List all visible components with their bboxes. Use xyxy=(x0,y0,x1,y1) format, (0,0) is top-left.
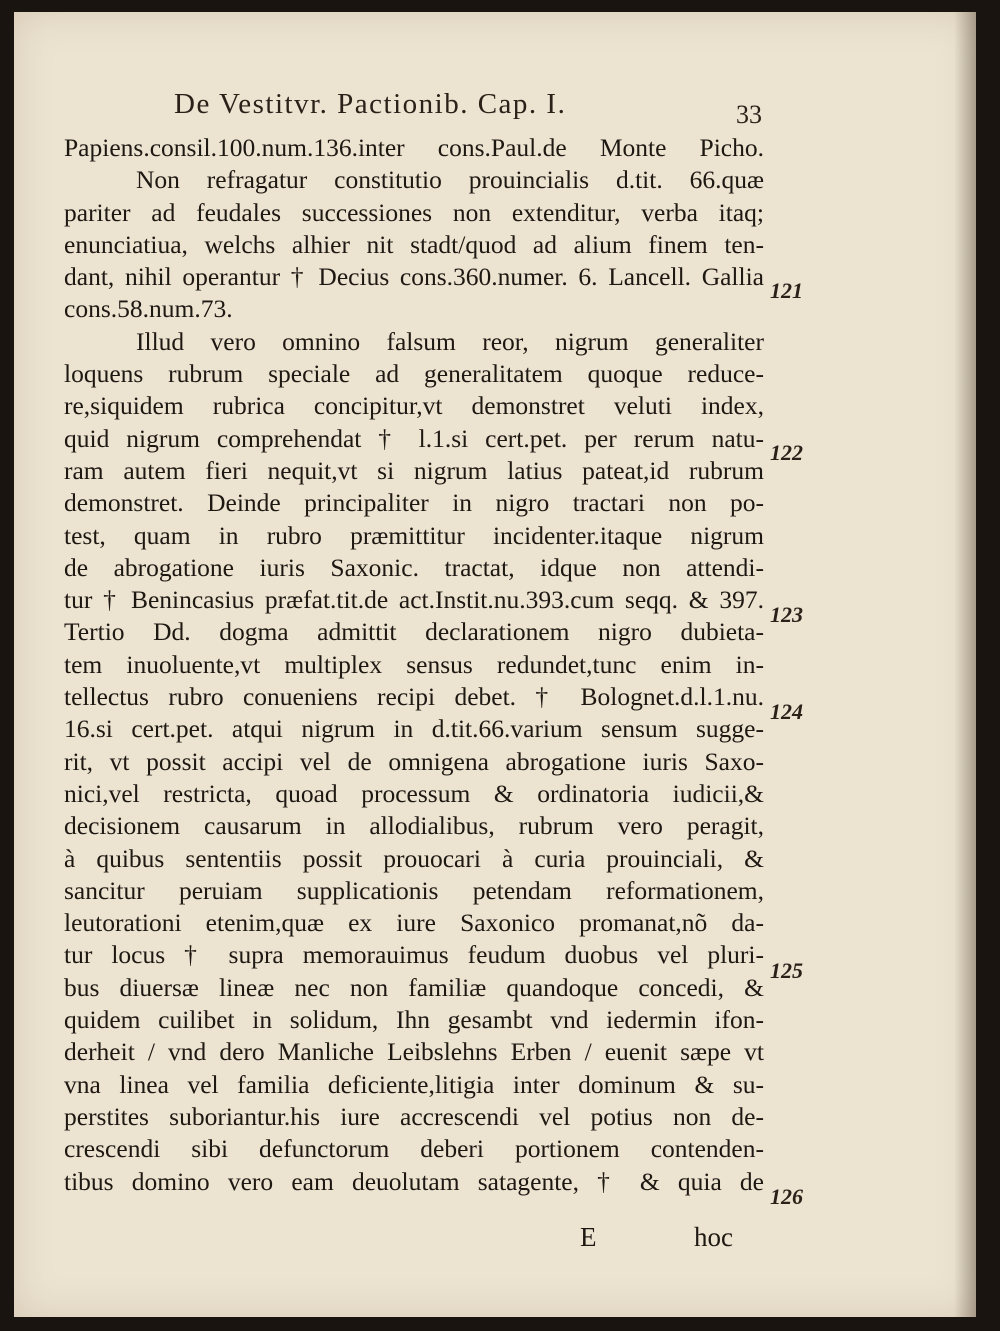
text-line: ram autem fieri nequit,vt si nigrum latius pateat,id rubrum xyxy=(64,455,764,485)
text-line: quid nigrum comprehendat † l.1.si cert.pet. per rerum natu- xyxy=(64,423,764,453)
text-line: enunciatiua, welchs alhier nit stadt/quod ad alium finem ten- xyxy=(64,229,764,259)
text-line: tellectus rubro conueniens recipi debet. † Bolognet.d.l.1.nu. xyxy=(64,682,764,712)
text-line: de abrogatione iuris Saxonic. tractat, idque non attendi- xyxy=(64,552,764,582)
text-line: quidem cuilibet in solidum, Ihn gesambt vnd iedermin ifon- xyxy=(64,1005,764,1035)
text-line: tur locus † supra memorauimus feudum duobus vel pluri- xyxy=(64,940,764,970)
body-text xyxy=(64,132,764,1198)
text-line: demonstret. Deinde principaliter in nigro tractari non po- xyxy=(64,488,764,518)
margin-number: 122 xyxy=(770,440,803,465)
text-line: crescendi sibi defunctorum deberi portionem contenden- xyxy=(64,1134,764,1164)
running-head: De Vestitvr. Pactionib. Cap. I. xyxy=(174,88,567,120)
text-line: nici,vel restricta, quoad processum & ordinatoria iudicii,& xyxy=(64,778,764,808)
text-line: re,siquidem rubrica concipitur,vt demonstret veluti index, xyxy=(64,391,764,421)
text-line: à quibus sententiis possit prouocari à curia prouinciali, & xyxy=(64,843,764,873)
text-line: 16.si cert.pet. atqui nigrum in d.tit.66.varium sensum sugge- xyxy=(64,714,764,744)
text-line: tem inuoluente,vt multiplex sensus redundet,tunc enim in- xyxy=(64,649,764,679)
text-line: rit, vt possit accipi vel de omnigena abrogatione iuris Saxo- xyxy=(64,746,764,776)
margin-number: 123 xyxy=(770,602,803,627)
text-line: dant, nihil operantur † Decius cons.360.numer. 6. Lancell. Gallia xyxy=(64,262,764,292)
margin-number: 125 xyxy=(770,958,803,983)
text-line: cons.58.num.73. xyxy=(64,294,233,324)
text-line: Non refragatur constitutio prouincialis d.tit. 66.quæ xyxy=(136,165,764,195)
text-line: loquens rubrum speciale ad generalitatem quoque reduce- xyxy=(64,359,764,389)
text-line: derheit / vnd dero Manliche Leibslehns Erben / euenit sæpe vt xyxy=(64,1037,764,1067)
page-number: 33 xyxy=(736,100,762,129)
book-page xyxy=(14,12,976,1317)
text-line: decisionem causarum in allodialibus, rubrum vero peragit, xyxy=(64,811,764,841)
text-line: sancitur peruiam supplicationis petendam reformationem, xyxy=(64,875,764,905)
text-line: Tertio Dd. dogma admittit declarationem nigro dubieta- xyxy=(64,617,764,647)
text-line: perstites suboriantur.his iure accrescendi vel potius non de- xyxy=(64,1101,764,1131)
text-line: tibus domino vero eam deuolutam satagente, † & quia de xyxy=(64,1166,764,1196)
text-line: Illud vero omnino falsum reor, nigrum generaliter xyxy=(136,326,764,356)
signature-mark: E xyxy=(580,1222,597,1252)
catchword: hoc xyxy=(694,1222,733,1252)
text-line: pariter ad feudales successiones non extenditur, verba itaq; xyxy=(64,197,764,227)
text-line: Papiens.consil.100.num.136.inter cons.Paul.de Monte Picho. xyxy=(64,133,764,162)
text-line: test, quam in rubro præmittitur incidenter.itaque nigrum xyxy=(64,520,764,550)
margin-number: 121 xyxy=(770,278,803,303)
margin-number: 126 xyxy=(770,1184,803,1209)
text-line: leutorationi etenim,quæ ex iure Saxonico promanat,nõ da- xyxy=(64,908,764,938)
margin-number: 124 xyxy=(770,699,803,724)
text-line: bus diuersæ lineæ nec non familiæ quandoque concedi, & xyxy=(64,972,764,1002)
text-line: tur † Benincasius præfat.tit.de act.Instit.nu.393.cum seqq. & 397. xyxy=(64,585,764,615)
text-line: vna linea vel familia deficiente,litigia inter dominum & su- xyxy=(64,1069,764,1099)
